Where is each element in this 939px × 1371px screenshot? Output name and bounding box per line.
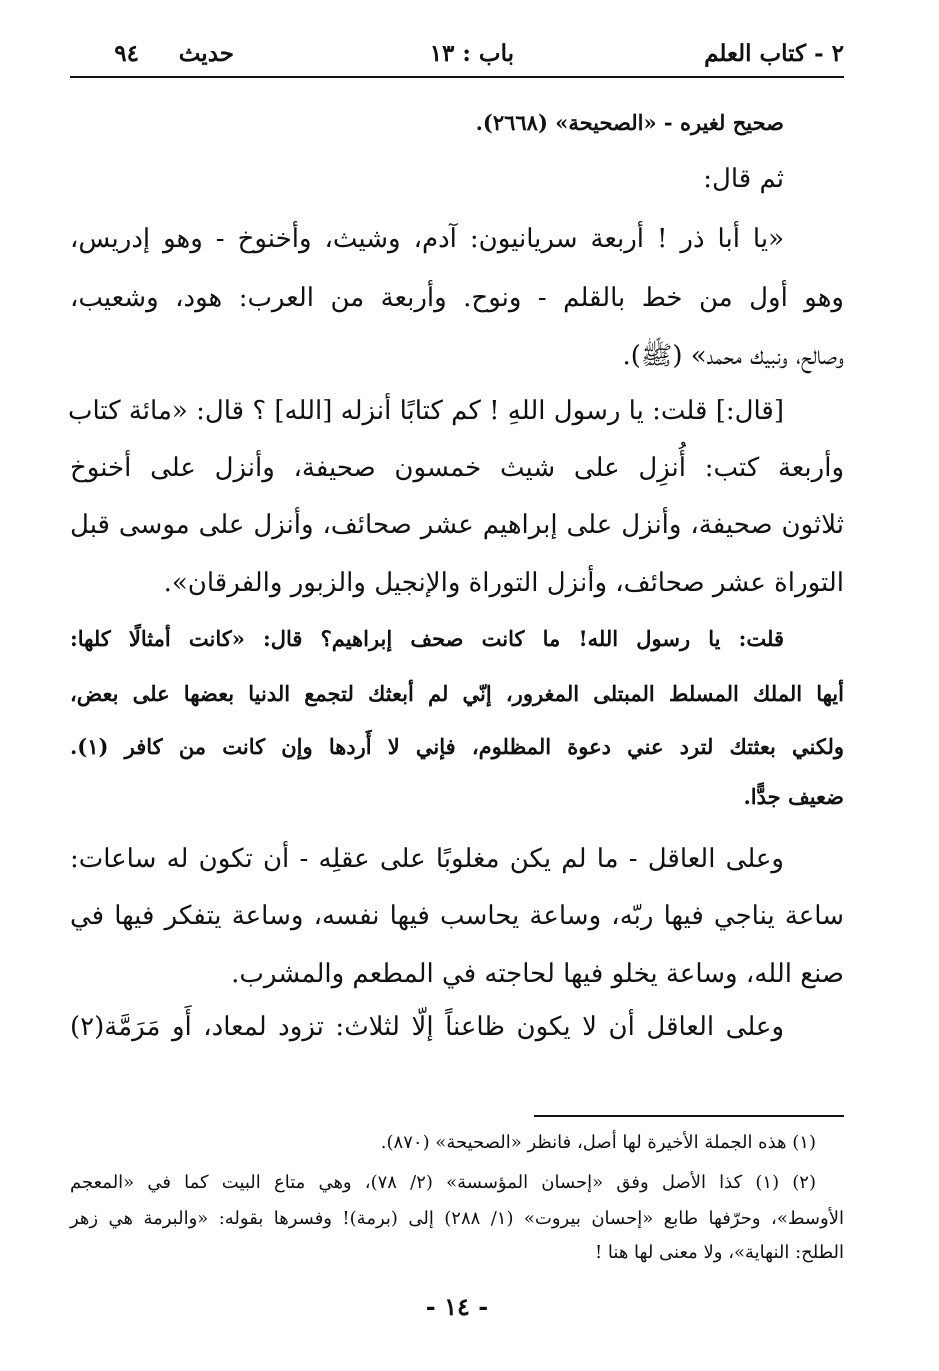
text-line: صنع الله، وساعة يخلو فيها لحاجته في المطعم والمشرب. [231, 959, 844, 989]
text-line: وأربعة كتب: أُنزِل على شيث خمسون صحيفة، وأنزل على أخنوخ [70, 453, 844, 483]
header-bab: باب : ١٣ [429, 40, 514, 67]
header-chapter-title: ٢ - كتاب العلم [704, 40, 844, 67]
grading-line: ضعيف جدًّا. [743, 784, 844, 809]
text-line: أيها الملك المسلط المبتلى المغرور، إنّي لم أبعثك لتجمع الدنيا بعضها على بعض، [70, 681, 844, 706]
footnote: (٢) (١) كذا الأصل وفق «إحسان المؤسسة» (٢/ ٧٨)، وهي متاع البيت كما في «المعجم [70, 1172, 816, 1193]
text-line: وعلى العاقل - ما لم يكن مغلوبًا على عقلِه - أن تكون له ساعات: [70, 844, 784, 874]
footnote-divider [534, 1115, 844, 1117]
text-line: التوراة عشر صحائف، وأنزل التوراة والإنجيل والزبور والفرقان». [163, 568, 844, 598]
footnote: (١) هذه الجملة الأخيرة لها أصل، فانظر «الصحيحة» (٨٧٠). [380, 1132, 816, 1153]
text-line: «يا أبا ذر ! أربعة سريانيون: آدم، وشيث، وأخنوخ - وهو إدريس، [70, 224, 784, 254]
page-number: - ١٤ - [425, 1292, 489, 1321]
text-line: ساعة يناجي فيها ربّه، وساعة يحاسب فيها نفسه، وساعة يتفكر فيها في [70, 901, 844, 931]
header-hadith-number: ٩٤ [114, 40, 139, 67]
text-line: ثلاثون صحيفة، وأنزل على إبراهيم عشر صحائف، وأنزل على موسى قبل [70, 510, 844, 540]
text-line: وصالح، ونبيك محمد» (ﷺ). [622, 341, 844, 371]
document-page [67, 30, 844, 1340]
footnote-continuation: الطلح: النهاية»، ولا معنى لها هنا ! [594, 1242, 844, 1263]
text-line: ولكني بعثتك لترد عني دعوة المظلوم، فإني لا أَردها وإن كانت من كافر (١). [70, 734, 844, 759]
header-hadith-label: حديث [178, 40, 234, 67]
footnote-continuation: الأوسط»، وحرّفها طابع «إحسان بيروت» (١/ ٢٨٨) إلى (برمة)! وفسرها بقوله: «والبرمة هي زهر [70, 1208, 844, 1229]
text-line: وهو أول من خط بالقلم - ونوح. وأربعة من العرب: هود، وشعيب، [70, 283, 844, 313]
running-header [70, 30, 844, 78]
text-line: وعلى العاقل أن لا يكون ظاعناً إلّا لثلاث: تزود لمعاد، أَو مَرَمَّة(٢) [70, 1012, 784, 1042]
text-line: ثم قال: [703, 164, 784, 194]
text-line: [قال:] قلت: يا رسول اللهِ ! كم كتابًا أنزله [الله] ؟ قال: «مائة كتاب [67, 396, 784, 426]
grading-line: صحيح لغيره - «الصحيحة» (٢٦٦٨). [475, 110, 784, 135]
text-line: قلت: يا رسول الله! ما كانت صحف إبراهيم؟ قال: «كانت أمثالًا كلها: [70, 626, 784, 651]
